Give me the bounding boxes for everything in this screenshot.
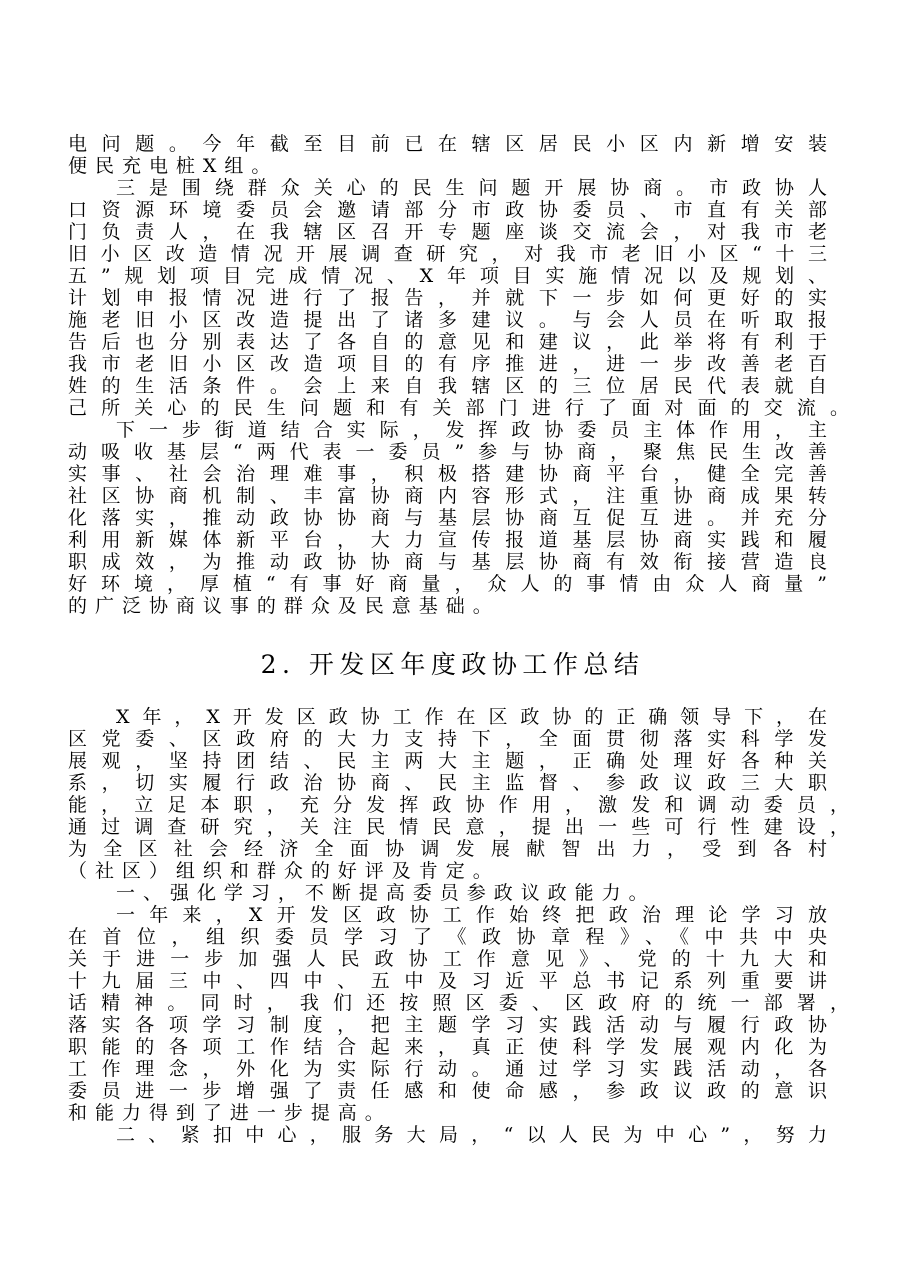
paragraph-line: 口资源环境委员会邀请部分市政协委员、市直有关部 bbox=[68, 199, 827, 221]
paragraph-line: 二、紧扣中心，服务大局，“以人民为中心”，努力 bbox=[116, 1124, 827, 1146]
paragraph-line: 姓的生活条件。会上来自我辖区的三位居民代表就自 bbox=[68, 375, 827, 397]
paragraph-line: 实事、社会治理难事，积极搭建协商平台，健全完善 bbox=[68, 463, 827, 485]
paragraph-line: 工作理念，外化为实际行动。通过学习实践活动，各 bbox=[68, 1058, 827, 1080]
paragraph-line: 动吸收基层“两代表一委员”参与协商，聚焦民生改善 bbox=[68, 441, 827, 463]
paragraph-line: 便民充电桩X组。 bbox=[68, 155, 279, 177]
paragraph-line: 三是围绕群众关心的民生问题开展协商。市政协人 bbox=[116, 177, 827, 199]
section-2-heading: 2. 开发区年度政协工作总结 bbox=[260, 650, 645, 679]
paragraph-line: 关于进一步加强人民政协工作意见》、党的十九大和 bbox=[68, 948, 827, 970]
paragraph-line: 的广泛协商议事的群众及民意基础。 bbox=[68, 595, 500, 617]
paragraph-line: 展观，坚持团结、民主两大主题，正确处理好各种关 bbox=[68, 750, 827, 772]
paragraph-line: 一、强化学习，不断提高委员参政议政能力。 bbox=[116, 882, 656, 904]
paragraph-line: 系，切实履行政治协商、民主监督、参政议政三大职 bbox=[68, 772, 827, 794]
paragraph-line: 化落实，推动政协协商与基层协商互促互进。并充分 bbox=[68, 507, 827, 529]
paragraph-line: 区党委、区政府的大力支持下，全面贯彻落实科学发 bbox=[68, 728, 827, 750]
paragraph-line: 五”规划项目完成情况、X年项目实施情况以及规划、 bbox=[68, 265, 827, 287]
paragraph-line: 职成效，为推动政协协商与基层协商有效衔接营造良 bbox=[68, 551, 827, 573]
paragraph-line: 十九届三中、四中、五中及习近平总书记系列重要讲 bbox=[68, 970, 827, 992]
paragraph-line: 通过调查研究，关注民情民意，提出一些可行性建设， bbox=[68, 816, 849, 838]
paragraph-line: 落实各项学习制度，把主题学习实践活动与履行政协 bbox=[68, 1014, 827, 1036]
paragraph-line: 己所关心的民生问题和有关部门进行了面对面的交流。 bbox=[68, 397, 849, 419]
paragraph-line: 话精神。同时，我们还按照区委、区政府的统一部署， bbox=[68, 992, 849, 1014]
paragraph-line: 电问题。今年截至目前已在辖区居民小区内新增安装 bbox=[68, 133, 827, 155]
paragraph-line: 为全区社会经济全面协调发展献智出力，受到各村 bbox=[68, 838, 827, 860]
paragraph-line: 旧小区改造情况开展调查研究，对我市老旧小区“十三 bbox=[68, 243, 827, 265]
paragraph-line: 能，立足本职，充分发挥政协作用，激发和调动委员， bbox=[68, 794, 849, 816]
paragraph-line: 好环境，厚植“有事好商量，众人的事情由众人商量” bbox=[68, 573, 827, 595]
paragraph-line: 下一步街道结合实际，发挥政协委员主体作用，主 bbox=[116, 419, 827, 441]
paragraph-line: 社区协商机制、丰富协商内容形式，注重协商成果转 bbox=[68, 485, 827, 507]
paragraph-line: 利用新媒体新平台，大力宣传报道基层协商实践和履 bbox=[68, 529, 827, 551]
paragraph-line: 门负责人，在我辖区召开专题座谈交流会，对我市老 bbox=[68, 221, 827, 243]
paragraph-line: 施老旧小区改造提出了诸多建议。与会人员在听取报 bbox=[68, 309, 827, 331]
paragraph-line: 在首位，组织委员学习了《政协章程》、《中共中央 bbox=[68, 926, 827, 948]
paragraph-line: X年，X开发区政协工作在区政协的正确领导下，在 bbox=[116, 706, 827, 728]
paragraph-line: 告后也分别表达了各自的意见和建议，此举将有利于 bbox=[68, 331, 827, 353]
paragraph-line: 职能的各项工作结合起来，真正使科学发展观内化为 bbox=[68, 1036, 827, 1058]
paragraph-line: 一年来，X开发区政协工作始终把政治理论学习放 bbox=[116, 904, 827, 926]
paragraph-line: 委员进一步增强了责任感和使命感，参政议政的意识 bbox=[68, 1080, 827, 1102]
paragraph-line: 计划申报情况进行了报告，并就下一步如何更好的实 bbox=[68, 287, 827, 309]
paragraph-line: 和能力得到了进一步提高。 bbox=[68, 1102, 392, 1124]
paragraph-line: （社区）组织和群众的好评及肯定。 bbox=[68, 860, 500, 882]
paragraph-line: 我市老旧小区改造项目的有序推进，进一步改善老百 bbox=[68, 353, 827, 375]
